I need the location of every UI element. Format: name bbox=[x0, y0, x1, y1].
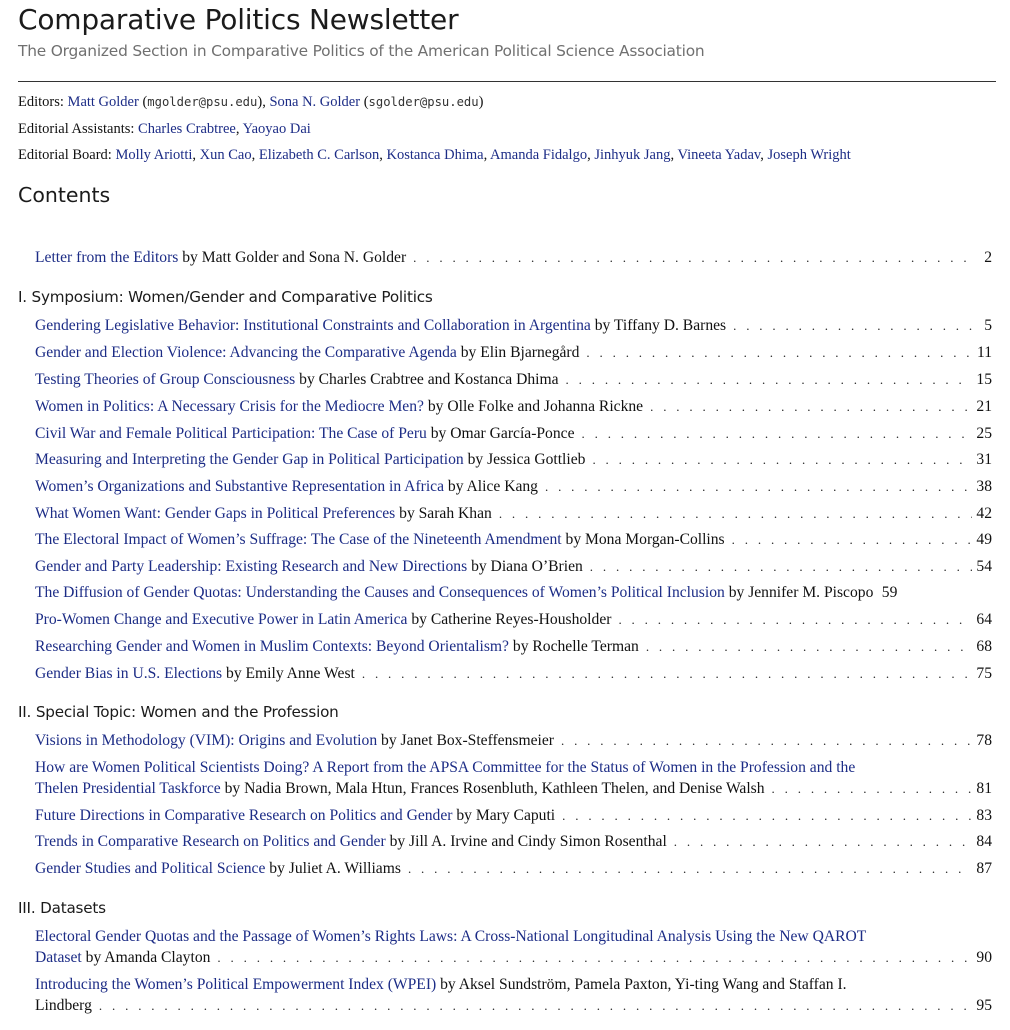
toc-entry bbox=[35, 476, 992, 498]
editor-email[interactable]: mgolder@psu.edu bbox=[147, 95, 258, 109]
toc-page-number: 49 bbox=[976, 531, 992, 548]
toc-entry-authors: by Juliet A. Williams bbox=[269, 860, 401, 877]
toc-entry-link[interactable]: Measuring and Interpreting the Gender Gap in Political Participation bbox=[35, 451, 464, 468]
toc-entry bbox=[35, 663, 992, 685]
toc-entry-authors: by Amanda Clayton bbox=[85, 949, 211, 966]
toc-page-number: 38 bbox=[976, 478, 992, 495]
toc-entry bbox=[35, 556, 992, 578]
toc-entry bbox=[35, 730, 992, 752]
toc-entry bbox=[35, 805, 992, 827]
toc-page-number: 95 bbox=[976, 997, 992, 1014]
toc-leader bbox=[582, 423, 973, 445]
toc-page-number: 59 bbox=[881, 584, 898, 601]
toc-entry-authors: by Omar García-Ponce bbox=[430, 425, 575, 442]
toc-page-number: 2 bbox=[984, 249, 992, 266]
toc-entry bbox=[35, 423, 992, 445]
toc-page-number: 42 bbox=[976, 505, 992, 522]
toc-leader bbox=[562, 805, 972, 827]
board-member-link[interactable]: Amanda Fidalgo bbox=[490, 147, 588, 163]
toc-entry-link[interactable]: Gender and Party Leadership: Existing Research and New Directions bbox=[35, 558, 468, 575]
toc-entry bbox=[35, 529, 992, 551]
assistant-link[interactable]: Yaoyao Dai bbox=[242, 120, 311, 137]
toc-entry-authors: by Charles Crabtree and Kostanca Dhima bbox=[299, 371, 559, 388]
toc-entry bbox=[35, 609, 992, 631]
toc-leader bbox=[545, 476, 972, 498]
toc-page-number: 54 bbox=[976, 558, 992, 575]
newsletter-subtitle: The Organized Section in Comparative Politics of the American Political Science Association bbox=[18, 42, 705, 60]
toc-entry-authors: by Jessica Gottlieb bbox=[467, 451, 586, 468]
board-member-link[interactable]: Elizabeth C. Carlson bbox=[258, 147, 380, 163]
board-member-link[interactable]: Molly Ariotti bbox=[115, 147, 193, 163]
editor-email[interactable]: sgolder@psu.edu bbox=[368, 95, 479, 109]
toc-page-number: 11 bbox=[976, 344, 992, 361]
contents-heading: Contents bbox=[18, 183, 111, 207]
section-heading: II. Special Topic: Women and the Profession bbox=[18, 703, 339, 721]
toc-entry-line1 bbox=[35, 974, 992, 996]
toc-leader bbox=[733, 315, 972, 337]
toc-entry-authors: by Aksel Sundström, Pamela Paxton, Yi-ting Wang and Staffan I. bbox=[440, 976, 847, 993]
toc-entry-link[interactable]: Introducing the Women’s Political Empowerment Index (WPEI) bbox=[35, 976, 437, 993]
editor-link[interactable]: Matt Golder bbox=[67, 94, 139, 110]
board-member-link[interactable]: Xun Cao bbox=[199, 147, 252, 163]
toc-leader bbox=[674, 831, 972, 853]
toc-page-number: 64 bbox=[976, 611, 992, 628]
toc-entry-link[interactable]: Trends in Comparative Research on Politics and Gender bbox=[35, 833, 386, 850]
board-label: Editorial Board: bbox=[18, 147, 112, 163]
toc-entry-authors: Lindberg bbox=[35, 997, 92, 1014]
toc-entry-authors: by Rochelle Terman bbox=[512, 638, 639, 655]
toc-entry-link[interactable]: Researching Gender and Women in Muslim Contexts: Beyond Orientalism? bbox=[35, 638, 509, 655]
toc-leader bbox=[646, 636, 972, 658]
toc-entry-authors: by Catherine Reyes-Housholder bbox=[411, 611, 612, 628]
toc-entry bbox=[35, 831, 992, 853]
toc-page-number: 83 bbox=[976, 807, 992, 824]
toc-leader bbox=[408, 858, 972, 880]
toc-entry-link[interactable]: Electoral Gender Quotas and the Passage of Women’s Rights Laws: A Cross-National Longitudinal Analysis Using the New QAROT bbox=[35, 928, 867, 945]
toc-entry-link[interactable]: Future Directions in Comparative Research on Politics and Gender bbox=[35, 807, 453, 824]
toc-page-number: 31 bbox=[976, 451, 992, 468]
toc-page-number: 81 bbox=[976, 780, 992, 797]
toc-entry bbox=[35, 858, 992, 880]
toc-page-number: 90 bbox=[976, 949, 992, 966]
toc-page-number: 75 bbox=[976, 665, 992, 682]
toc-entry-link[interactable]: Gender and Election Violence: Advancing the Comparative Agenda bbox=[35, 344, 457, 361]
toc-leader bbox=[566, 369, 972, 391]
toc-entry-link[interactable]: Gendering Legislative Behavior: Institutional Constraints and Collaboration in Argentina bbox=[35, 317, 591, 334]
toc-entry-link[interactable]: Letter from the Editors bbox=[35, 249, 179, 266]
toc-page-number: 15 bbox=[976, 371, 992, 388]
toc-entry bbox=[35, 778, 992, 800]
toc-entry-link[interactable]: How are Women Political Scientists Doing? A Report from the APSA Committee for the Status of Women in the Profession and the bbox=[35, 759, 856, 776]
board-member-link[interactable]: Joseph Wright bbox=[767, 147, 851, 163]
toc-leader bbox=[732, 529, 972, 551]
toc-page-number: 84 bbox=[976, 833, 992, 850]
assistants-label: Editorial Assistants: bbox=[18, 120, 135, 137]
toc-page-number: 87 bbox=[976, 860, 992, 877]
toc-leader bbox=[99, 995, 972, 1017]
toc-entry-link[interactable]: The Electoral Impact of Women’s Suffrage: The Case of the Nineteenth Amendment bbox=[35, 531, 562, 548]
toc-leader bbox=[586, 342, 972, 364]
toc-entry bbox=[35, 369, 992, 391]
toc-entry-link[interactable]: Thelen Presidential Taskforce bbox=[35, 780, 221, 797]
toc-page-number: 21 bbox=[976, 398, 992, 415]
toc-entry-link[interactable]: Women in Politics: A Necessary Crisis for the Mediocre Men? bbox=[35, 398, 424, 415]
toc-entry-link[interactable]: Visions in Methodology (VIM): Origins and Evolution bbox=[35, 732, 378, 749]
toc-entry-link[interactable]: What Women Want: Gender Gaps in Political Preferences bbox=[35, 505, 396, 522]
toc-entry-authors: by Elin Bjarnegård bbox=[460, 344, 580, 361]
board-member-link[interactable]: Kostanca Dhima bbox=[386, 147, 484, 163]
toc-entry bbox=[35, 396, 992, 418]
toc-entry-link[interactable]: Civil War and Female Political Participation: The Case of Peru bbox=[35, 425, 427, 442]
toc-entry bbox=[35, 582, 992, 604]
section-heading: III. Datasets bbox=[18, 899, 106, 917]
header-rule bbox=[18, 81, 996, 82]
toc-entry-authors: by Sarah Khan bbox=[399, 505, 492, 522]
toc-entry bbox=[35, 315, 992, 337]
toc-entry-link[interactable]: Gender Bias in U.S. Elections bbox=[35, 665, 223, 682]
toc-leader bbox=[592, 449, 972, 471]
toc-entry-link[interactable]: Pro-Women Change and Executive Power in Latin America bbox=[35, 611, 408, 628]
toc-entry bbox=[35, 342, 992, 364]
toc-entry-authors: by Tiffany D. Barnes bbox=[594, 317, 727, 334]
toc-leader bbox=[217, 947, 972, 969]
newsletter-title: Comparative Politics Newsletter bbox=[18, 3, 459, 36]
toc-entry-link[interactable]: Gender Studies and Political Science bbox=[35, 860, 266, 877]
toc-entry-authors: by Olle Folke and Johanna Rickne bbox=[427, 398, 644, 415]
editors-label: Editors: bbox=[18, 94, 64, 110]
toc-entry-authors: by Emily Anne West bbox=[226, 665, 355, 682]
toc-entry-authors: by Mona Morgan-Collins bbox=[565, 531, 725, 548]
toc-leader bbox=[590, 556, 972, 578]
editors-line: Editors: Matt Golder (mgolder@psu.edu), Sona N. Golder (sgolder@psu.edu) bbox=[18, 94, 484, 110]
assistants-line: Editorial Assistants: Charles Crabtree, Yaoyao Dai bbox=[18, 120, 311, 137]
toc-entry bbox=[35, 449, 992, 471]
toc-entry-link[interactable]: The Diffusion of Gender Quotas: Understanding the Causes and Consequences of Women’s Political Inclusion bbox=[35, 584, 725, 601]
toc-leader bbox=[499, 503, 972, 525]
toc-leader bbox=[618, 609, 972, 631]
assistant-link[interactable]: Charles Crabtree bbox=[138, 120, 236, 137]
toc-leader bbox=[413, 247, 972, 269]
toc-entry-authors: by Mary Caputi bbox=[456, 807, 556, 824]
toc-entry bbox=[35, 503, 992, 525]
toc-entry-authors: by Diana O’Brien bbox=[471, 558, 583, 575]
toc-page-number: 25 bbox=[976, 425, 992, 442]
toc-entry-authors: by Jill A. Irvine and Cindy Simon Rosenthal bbox=[389, 833, 667, 850]
toc-entry-line1 bbox=[35, 757, 992, 779]
toc-entry-authors: by Nadia Brown, Mala Htun, Frances Rosenbluth, Kathleen Thelen, and Denise Walsh bbox=[224, 780, 765, 797]
editors-block bbox=[18, 89, 851, 169]
toc-entry-authors: by Jennifer M. Piscopo bbox=[728, 584, 874, 601]
toc-leader bbox=[561, 730, 972, 752]
toc-page-number: 68 bbox=[976, 638, 992, 655]
toc-leader bbox=[772, 778, 972, 800]
board-member-link[interactable]: Jinhyuk Jang bbox=[594, 147, 671, 163]
toc-entry-line1 bbox=[35, 926, 992, 948]
toc-entry-link[interactable]: Women’s Organizations and Substantive Representation in Africa bbox=[35, 478, 444, 495]
editor-link[interactable]: Sona N. Golder bbox=[269, 94, 361, 110]
toc-entry bbox=[35, 636, 992, 658]
toc-entry-authors: by Janet Box-Steffensmeier bbox=[381, 732, 554, 749]
toc-entry-link[interactable]: Dataset bbox=[35, 949, 82, 966]
toc-entry-authors: by Alice Kang bbox=[447, 478, 538, 495]
toc-page-number: 78 bbox=[976, 732, 992, 749]
toc-entry bbox=[35, 995, 992, 1017]
toc-leader bbox=[650, 396, 972, 418]
toc-entry bbox=[35, 947, 992, 969]
toc-leader bbox=[362, 663, 972, 685]
toc-page-number: 5 bbox=[984, 317, 992, 334]
toc-entry-authors: by Matt Golder and Sona N. Golder bbox=[182, 249, 407, 266]
board-member-link[interactable]: Vineeta Yadav bbox=[677, 147, 761, 163]
masthead bbox=[18, 2, 704, 62]
toc-entry-link[interactable]: Testing Theories of Group Consciousness bbox=[35, 371, 296, 388]
board-line: Editorial Board: Molly Ariotti, Xun Cao, Elizabeth C. Carlson, Kostanca Dhima, Amanda Fidalgo, Jinhyuk Jang, Vineeta Yadav, Joseph Wright bbox=[18, 147, 851, 163]
section-heading: I. Symposium: Women/Gender and Comparative Politics bbox=[18, 288, 433, 306]
toc-entry bbox=[35, 247, 992, 269]
